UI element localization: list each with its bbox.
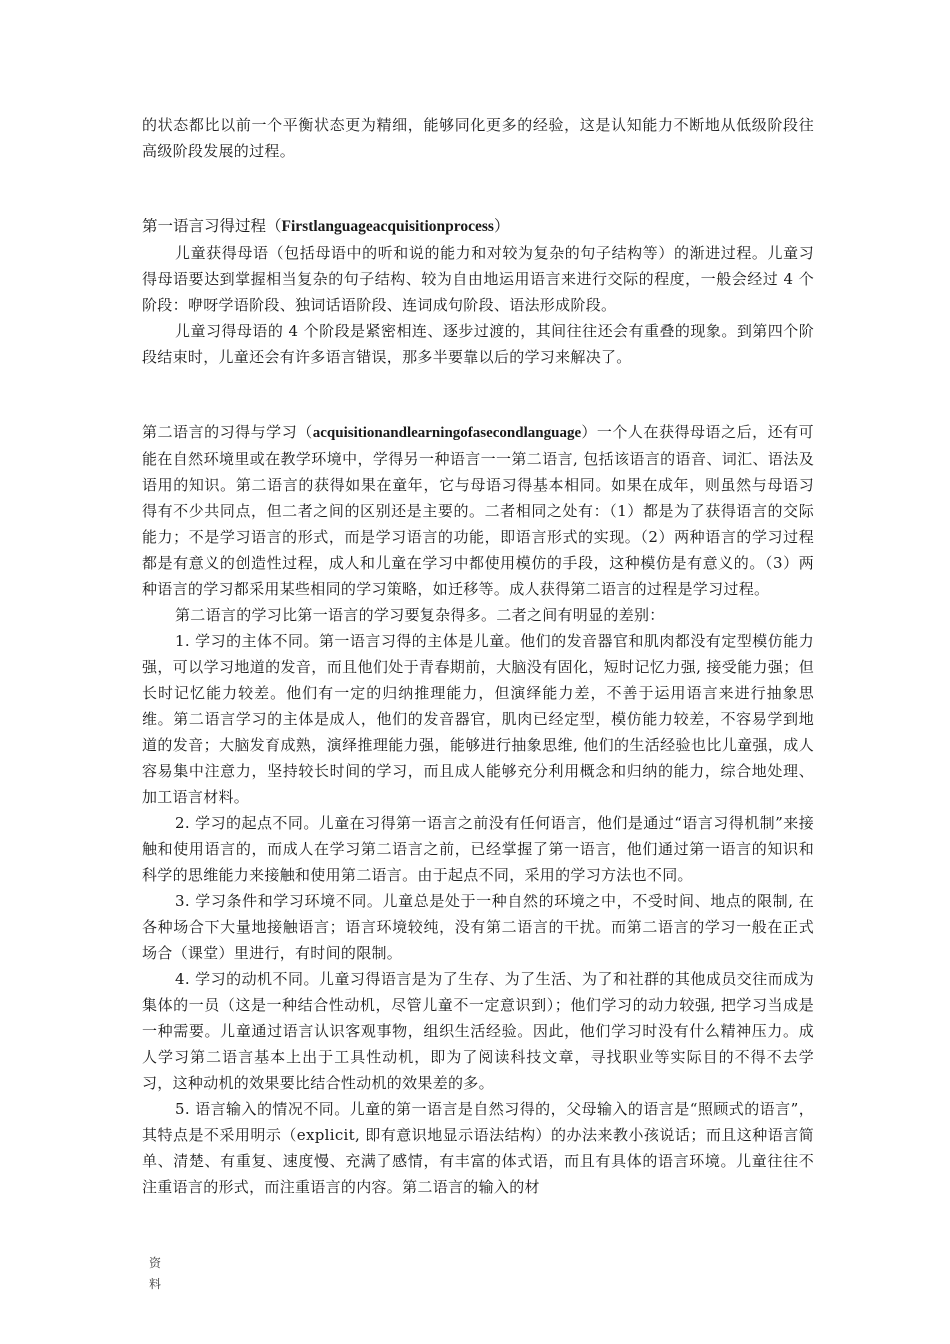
section1-heading-close: ） (493, 217, 510, 235)
section1-heading (142, 213, 814, 240)
section1-heading-cn: 第一语言习得过程（ (142, 217, 282, 235)
section2-paragraph: 第二语言的学习比第一语言的学习要复杂得多。二者之间有明显的差别： (175, 606, 665, 624)
section2-paragraph: 1. 学习的主体不同。第一语言习得的主体是儿童。他们的发音器官和肌肉都没有定型模仿能力强，可以学习地道的发音，而且他们处于青春期前，大脑没有固化，短时记忆力强, 接受能力强；但长时记忆能力较差。他们有一定的归纳推理能力，但演绎能力差，不善于运用语言来进行抽象思维。第二语言学习的主体是成人，他们的发音器官，肌肉已经定型，模仿能力较差，不容易学到地道的发音；大脑发育成熟，演绎推理能力强，能够进行抽象思维, 他们的生活经验也比儿童强，成人容易集中注意力，坚持较长时间的学习，而且成人能够充分利用概念和归纳的能力，综合地处理、加工语言材料。 (142, 632, 814, 806)
intro-paragraph: 的状态都比以前一个平衡状态更为精细，能够同化更多的经验，这是认知能力不断地从低级阶段往高级阶段发展的过程。 (142, 116, 814, 160)
section2-heading-en: acquisitionandlearningofasecondlanguage (312, 425, 582, 441)
document-body (142, 112, 814, 1200)
spacer (142, 164, 814, 213)
section2-paragraph: 2. 学习的起点不同。儿童在习得第一语言之前没有任何语言，他们是通过“语言习得机制”来接触和使用语言的，而成人在学习第二语言之前，已经掌握了第一语言，他们通过第一语言的知识和科学的思维能力来接触和使用第二语言。由于起点不同，采用的学习方法也不同。 (142, 814, 814, 884)
section1-paragraph: 儿童习得母语的 4 个阶段是紧密相连、逐步过渡的，其间往往还会有重叠的现象。到第四个阶段结束时，儿童还会有许多语言错误，那多半要靠以后的学习来解决了。 (142, 322, 814, 366)
section1-heading-en: Firstlanguageacquisitionprocess (281, 218, 494, 235)
section2-paragraph: 3. 学习条件和学习环境不同。儿童总是处于一种自然的环境之中，不受时间、地点的限制, 在各种场合下大量地接触语言；语言环境较纯，没有第二语言的干扰。而第二语言的学习一般在正式场合（课堂）里进行，有时间的限制。 (142, 892, 814, 962)
footer-note-char: 资 (149, 1256, 162, 1270)
section2-heading-cn: 第二语言的习得与学习（ (142, 423, 313, 441)
spacer (142, 370, 814, 419)
section2-heading-tail: 一个人在获得母语之后，还有可能在自然环境里或在教学环境中，学得另一种语言一一第二语言, 包括该语言的语音、词汇、语法及语用的知识。第二语言的获得如果在童年，它与母语习得基本相同。如果在成年，则虽然与母语习得有不少共同点，但二者之间的区别还是主要的。二者相同之处有：（1）都是为了获得语言的交际能力；不是学习语言的形式，而是学习语言的功能，即语言形式的实现。（2）两种语言的学习过程都是有意义的创造性过程，成人和儿童在学习中都使用模仿的手段，这种模仿是有意义的。（3）两种语言的学习都采用某些相同的学习策略，如迁移等。成人获得第二语言的过程是学习过程。 (142, 423, 814, 598)
section2-heading-close: ） (581, 423, 597, 441)
section2-heading-paragraph (142, 419, 814, 602)
section2-paragraph: 4. 学习的动机不同。儿童习得语言是为了生存、为了生活、为了和社群的其他成员交往而成为集体的一员（这是一种结合性动机，尽管儿童不一定意识到）；他们学习的动力较强, 把学习当成是一种需要。儿童通过语言认识客观事物，组织生活经验。因此，他们学习时没有什么精神压力。成人学习第二语言基本上出于工具性动机，即为了阅读科技文章，寻找职业等实际目的不得不去学习，这种动机的效果要比结合性动机的效果差的多。 (142, 970, 814, 1092)
footer-note-char: 料 (149, 1277, 162, 1291)
section1-paragraph: 儿童获得母语（包括母语中的听和说的能力和对较为复杂的句子结构等）的渐进过程。儿童习得母语要达到掌握相当复杂的句子结构、较为自由地运用语言来进行交际的程度，一般会经过 4 个阶段：咿呀学语阶段、独词话语阶段、连词成句阶段、语法形成阶段。 (142, 244, 814, 314)
section2-paragraph: 5. 语言输入的情况不同。儿童的第一语言是自然习得的，父母输入的语言是“照顾式的语言”，其特点是不采用明示（explicit, 即有意识地显示语法结构）的办法来教小孩说话；而且这种语言简单、清楚、有重复、速度慢、充满了感情，有丰富的体式语，而且有具体的语言环境。儿童往往不注重语言的形式，而注重语言的内容。第二语言的输入的材 (142, 1100, 814, 1196)
footer-note (149, 1253, 165, 1295)
